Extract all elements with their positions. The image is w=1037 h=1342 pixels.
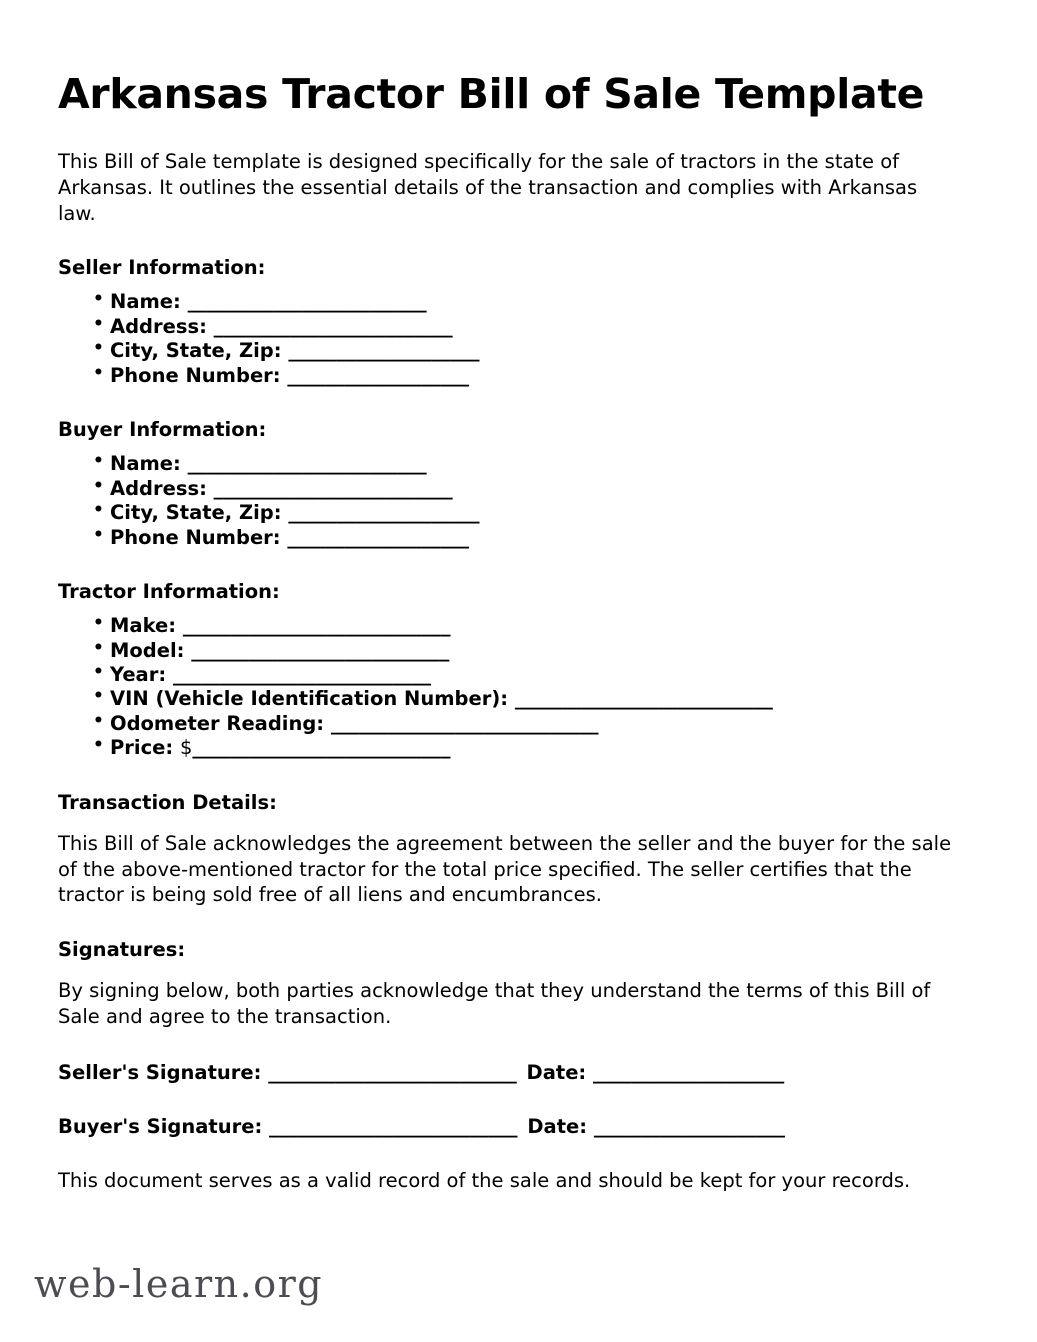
field-label: City, State, Zip:	[110, 501, 282, 525]
seller-date-blank[interactable]: ____________________	[593, 1060, 785, 1084]
seller-city-state-zip-field	[110, 339, 960, 363]
field-blank[interactable]: ____________________________	[182, 614, 451, 638]
seller-date-label: Date:	[526, 1060, 587, 1084]
field-label: Address:	[110, 314, 207, 338]
transaction-details-paragraph: This Bill of Sale acknowledges the agreement between the seller and the buyer for the sale of the above-mentioned tractor for the total price specified. The seller certifies that the tractor is being sold free of all liens and encumbrances.	[58, 831, 952, 907]
transaction-details-heading: Transaction Details:	[58, 790, 277, 814]
signatures-paragraph: By signing below, both parties acknowledge that they understand the terms of this Bill of Sale and agree to the transaction.	[58, 979, 931, 1028]
tractor-year-field	[110, 663, 960, 687]
tractor-field-list	[58, 614, 960, 761]
signatures-heading: Signatures:	[58, 938, 186, 962]
buyer-signature-row	[58, 1115, 960, 1138]
seller-information-heading: Seller Information:	[58, 256, 266, 280]
field-blank[interactable]: ___________________________	[514, 687, 773, 711]
seller-phone-field	[110, 364, 960, 388]
seller-name-field	[110, 290, 960, 314]
buyer-phone-field	[110, 526, 960, 550]
field-label: Price:	[110, 736, 174, 760]
buyer-date-label: Date:	[527, 1114, 588, 1138]
site-watermark: web-learn.org	[34, 1262, 324, 1306]
tractor-information-heading: Tractor Information:	[58, 580, 280, 604]
field-label: City, State, Zip:	[110, 339, 282, 363]
field-blank[interactable]: ____________________	[288, 501, 480, 525]
field-label: Name:	[110, 290, 181, 314]
buyer-date-blank[interactable]: ____________________	[593, 1114, 785, 1138]
seller-signature-label: Seller's Signature:	[58, 1060, 262, 1084]
field-blank[interactable]: ___________________________	[192, 736, 451, 760]
field-blank[interactable]: _________________________	[187, 452, 427, 476]
buyer-information-heading: Buyer Information:	[58, 418, 267, 442]
tractor-model-field	[110, 639, 960, 663]
seller-signature-blank[interactable]: __________________________	[268, 1060, 517, 1084]
buyer-address-field	[110, 477, 960, 501]
field-blank[interactable]: ____________________	[288, 339, 480, 363]
field-label: Make:	[110, 614, 177, 638]
buyer-signature-blank[interactable]: __________________________	[269, 1114, 518, 1138]
field-blank[interactable]: ___________________________	[172, 662, 431, 686]
tractor-make-field	[110, 614, 960, 638]
intro-paragraph: This Bill of Sale template is designed specifically for the sale of tractors in the state of Arkansas. It outlines the essential details of the transaction and complies with Arkansas law.	[58, 150, 918, 225]
seller-address-field	[110, 315, 960, 339]
tractor-odometer-field	[110, 712, 960, 736]
buyer-city-state-zip-field	[110, 501, 960, 525]
page-title: Arkansas Tractor Bill of Sale Template	[58, 70, 925, 118]
field-blank[interactable]: ___________________	[287, 525, 469, 549]
field-blank[interactable]: _________________________	[213, 314, 453, 338]
currency-symbol: $	[179, 736, 193, 760]
field-label: Phone Number:	[110, 363, 281, 387]
field-blank[interactable]: ____________________________	[330, 711, 599, 735]
tractor-vin-field	[110, 687, 960, 711]
seller-field-list	[58, 290, 960, 388]
field-blank[interactable]: ___________________	[287, 363, 469, 387]
buyer-field-list	[58, 452, 960, 550]
field-label: Year:	[110, 662, 167, 686]
field-blank[interactable]: ___________________________	[191, 638, 450, 662]
field-label: Name:	[110, 452, 181, 476]
field-label: Model:	[110, 638, 185, 662]
field-label: Phone Number:	[110, 525, 281, 549]
closing-paragraph: This document serves as a valid record of the sale and should be kept for your records.	[58, 1168, 911, 1192]
buyer-name-field	[110, 452, 960, 476]
field-blank[interactable]: _________________________	[213, 476, 453, 500]
seller-signature-row	[58, 1061, 960, 1084]
field-label: Odometer Reading:	[110, 711, 325, 735]
field-label: VIN (Vehicle Identification Number):	[110, 687, 509, 711]
field-label: Address:	[110, 476, 207, 500]
buyer-signature-label: Buyer's Signature:	[58, 1114, 263, 1138]
field-blank[interactable]: _________________________	[187, 290, 427, 314]
tractor-price-field	[110, 736, 960, 760]
